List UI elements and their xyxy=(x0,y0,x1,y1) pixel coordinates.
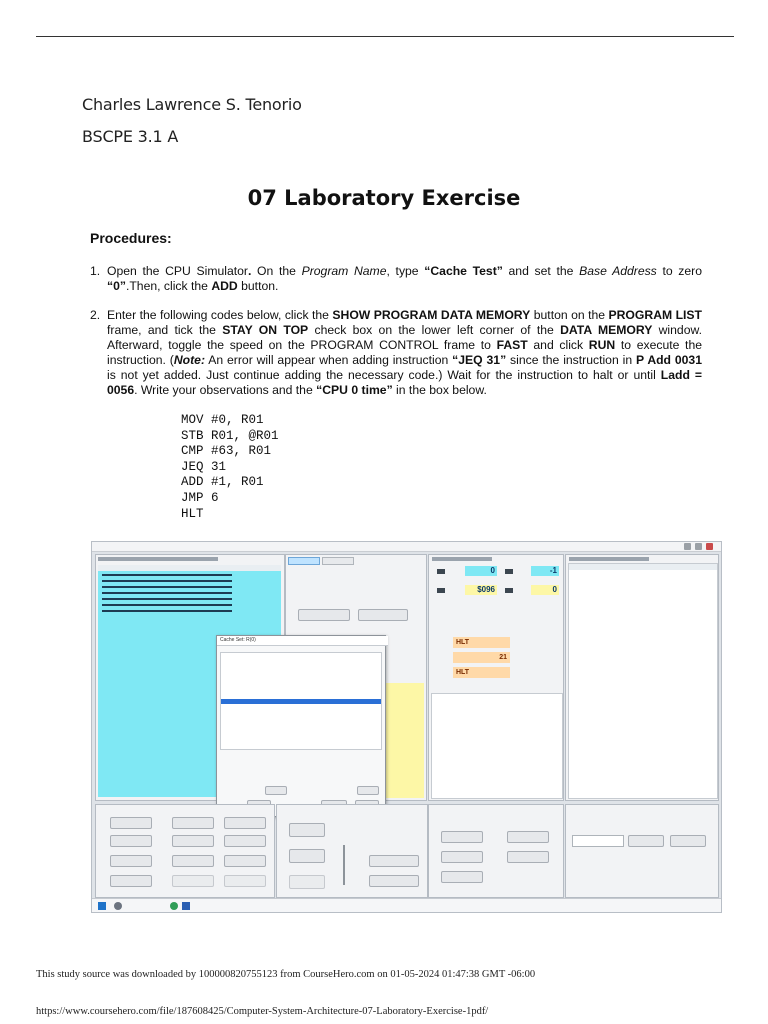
reset-all-button[interactable] xyxy=(670,835,706,847)
procedure-text-run: to zero xyxy=(656,264,702,278)
stop-button[interactable] xyxy=(289,875,325,889)
list-item[interactable] xyxy=(102,574,232,576)
procedure-number: 1. xyxy=(90,264,101,278)
program-control-frame xyxy=(276,804,428,898)
start-icon[interactable] xyxy=(98,902,106,910)
code-line: HLT xyxy=(181,506,204,521)
procedure-text xyxy=(107,264,702,294)
sp-value: $096 xyxy=(465,585,497,595)
paste-button[interactable] xyxy=(172,875,214,887)
procedure-text-run: . Write your observations and the xyxy=(134,383,317,397)
procedure-text-run: in the box below. xyxy=(392,383,487,397)
download-notice: This study source was downloaded by 100000820755123 from CourseHero.com on 01-05-2024 01:47:38 GMT -06:00 xyxy=(36,969,536,980)
speed-slider[interactable] xyxy=(343,845,345,885)
procedure-text-run: RUN xyxy=(588,338,616,352)
compiler-frame xyxy=(428,804,564,898)
insert-above-button[interactable] xyxy=(110,835,152,847)
copy-button[interactable] xyxy=(110,875,152,887)
procedure-text-run: button. xyxy=(237,279,279,293)
procedures-heading: Procedures: xyxy=(90,230,172,246)
procedure-text-run: and set the xyxy=(502,264,580,278)
code-line: CMP #63, R01 xyxy=(181,444,272,459)
procedure-text-run: . xyxy=(247,264,258,278)
procedure-number: 2. xyxy=(90,308,101,322)
change-button[interactable] xyxy=(628,835,664,847)
list-item[interactable] xyxy=(102,610,232,612)
procedure-text-run: Enter the following codes below, click the xyxy=(107,308,333,322)
update-button[interactable] xyxy=(357,786,379,795)
procedure-text-run: since the instruction in xyxy=(506,353,636,367)
procedure-text-run: window. Afterward, toggle the speed on the PROGRAM CONTROL frame to xyxy=(107,323,702,352)
panel-heading xyxy=(569,557,649,561)
selected-table-row[interactable] xyxy=(221,699,381,704)
procedure-text-run: SHOW PROGRAM DATA MEMORY xyxy=(332,308,531,322)
procedure-text-run: button on the xyxy=(530,308,609,322)
header-rule xyxy=(36,36,734,37)
cache-window-title: Cache Set: R(0) xyxy=(217,636,388,646)
program-stack-list[interactable] xyxy=(431,693,563,799)
delete-button[interactable] xyxy=(224,855,266,867)
io-button[interactable] xyxy=(507,831,549,843)
sr-label xyxy=(505,569,513,574)
procedure-step-2 xyxy=(90,308,702,398)
register-value-input[interactable] xyxy=(572,835,624,847)
move-down-button[interactable] xyxy=(172,835,214,847)
author-section: BSCPE 3.1 A xyxy=(82,127,179,146)
procedure-text-run: “Cache Test” xyxy=(424,264,503,278)
procedure-text-run: P Add 0031 xyxy=(635,353,702,367)
general-purpose-registers-panel xyxy=(565,554,719,801)
procedure-text-run: On the xyxy=(257,264,302,278)
tab-evaluation[interactable] xyxy=(322,557,354,565)
procedure-text-run: is not yet added. Just continue adding the necessary code.) Wait for the instruction to halt or until xyxy=(107,368,661,382)
tab-cache-pipeline[interactable] xyxy=(288,557,320,565)
register-control-frame xyxy=(565,804,719,898)
check-pcb-button[interactable] xyxy=(369,875,419,887)
author-name: Charles Lawrence S. Tenorio xyxy=(82,95,302,114)
procedure-text-run: STAY ON TOP xyxy=(222,323,309,337)
register-table-header xyxy=(569,564,717,570)
procedure-text-run: “JEQ 31” xyxy=(452,353,507,367)
list-item[interactable] xyxy=(102,580,232,582)
reset-program-button[interactable] xyxy=(369,855,419,867)
code-line: JMP 6 xyxy=(181,490,219,505)
move-button[interactable] xyxy=(224,817,266,829)
update-button[interactable] xyxy=(265,786,287,795)
assembler-button[interactable] xyxy=(441,871,483,883)
input-output-button[interactable] xyxy=(441,851,483,863)
panel-heading xyxy=(432,557,492,561)
list-item[interactable] xyxy=(102,604,232,606)
procedure-text-run: to execute the instruction. ( xyxy=(107,338,702,367)
run-button[interactable] xyxy=(289,849,325,863)
panel-heading xyxy=(98,557,218,561)
close-icon[interactable] xyxy=(706,543,713,550)
list-item[interactable] xyxy=(102,592,232,594)
list-item[interactable] xyxy=(102,586,232,588)
add-new-button[interactable] xyxy=(110,817,152,829)
program-list-frame xyxy=(95,804,275,898)
source-url[interactable]: https://www.coursehero.com/file/187608425/Computer-System-Architecture-07-Laboratory-Exercise-1pdf/ xyxy=(36,1006,489,1017)
show-button[interactable] xyxy=(172,817,214,829)
pipeline-select[interactable] xyxy=(298,609,350,621)
procedure-step-1 xyxy=(90,264,702,294)
procedure-text-run: An error will appear when adding instruction xyxy=(205,353,453,367)
procedure-text-run: DATA MEMORY xyxy=(560,323,653,337)
procedure-text-run: Program Name xyxy=(301,264,387,278)
pc-label xyxy=(437,569,445,574)
minimize-icon[interactable] xyxy=(684,543,691,550)
sp-label xyxy=(437,588,445,593)
procedure-text-run: PROGRAM LIST xyxy=(608,308,703,322)
maximize-icon[interactable] xyxy=(695,543,702,550)
virtual-io-button[interactable] xyxy=(507,851,549,863)
insert-below-button[interactable] xyxy=(110,855,152,867)
cut-button[interactable] xyxy=(224,875,266,887)
procedure-text-run: Ladd = 0056 xyxy=(107,368,702,397)
cache-data-table[interactable] xyxy=(220,652,382,750)
edit-button[interactable] xyxy=(224,835,266,847)
simulator-title-bar xyxy=(92,542,721,552)
search-icon[interactable] xyxy=(114,902,122,910)
procedure-text-run: ADD xyxy=(211,279,238,293)
procedure-text-run: “0” xyxy=(107,279,126,293)
ir-value: HLT xyxy=(453,637,510,648)
show-pipeline-button[interactable] xyxy=(358,609,408,621)
browser-icon[interactable] xyxy=(170,902,178,910)
compiler-button[interactable] xyxy=(441,831,483,843)
list-item[interactable] xyxy=(102,598,232,600)
code-line: ADD #1, R01 xyxy=(181,475,264,490)
procedure-text-run: check box on the lower left corner of the xyxy=(308,323,561,337)
app-icon[interactable] xyxy=(182,902,190,910)
procedure-text-run: , type xyxy=(386,264,425,278)
code-listing xyxy=(181,413,279,522)
cache-data-memory-window xyxy=(216,635,386,817)
procedure-text xyxy=(107,308,702,398)
special-registers-panel xyxy=(428,554,564,801)
procedure-text-run: Base Address xyxy=(579,264,657,278)
code-line: JEQ 31 xyxy=(181,459,227,474)
procedure-text-run: FAST xyxy=(496,338,528,352)
cpu-simulator-screenshot xyxy=(91,541,722,913)
step-button[interactable] xyxy=(289,823,325,837)
bp-label xyxy=(505,588,513,593)
document-title: 07 Laboratory Exercise xyxy=(247,186,521,210)
code-line: STB R01, @R01 xyxy=(181,428,279,443)
windows-taskbar xyxy=(92,898,721,913)
register-table[interactable] xyxy=(568,563,718,799)
list-header-row xyxy=(98,565,281,571)
pc-value: 0 xyxy=(465,566,497,576)
procedure-text-run: “CPU 0 time” xyxy=(316,383,393,397)
mar-value: 21 xyxy=(453,652,510,663)
procedure-text-run: frame, and tick the xyxy=(107,323,223,337)
procedure-text-run: Note: xyxy=(173,353,206,367)
move-up-button[interactable] xyxy=(172,855,214,867)
procedure-text-run: Open the CPU Simulator xyxy=(107,264,248,278)
procedure-text-run: .Then, click the xyxy=(125,279,212,293)
mdr-value: HLT xyxy=(453,667,510,678)
bp-value: 0 xyxy=(531,585,559,595)
sr-value: -1 xyxy=(531,566,559,576)
procedure-text-run: and click xyxy=(527,338,589,352)
code-line: MOV #0, R01 xyxy=(181,413,264,427)
